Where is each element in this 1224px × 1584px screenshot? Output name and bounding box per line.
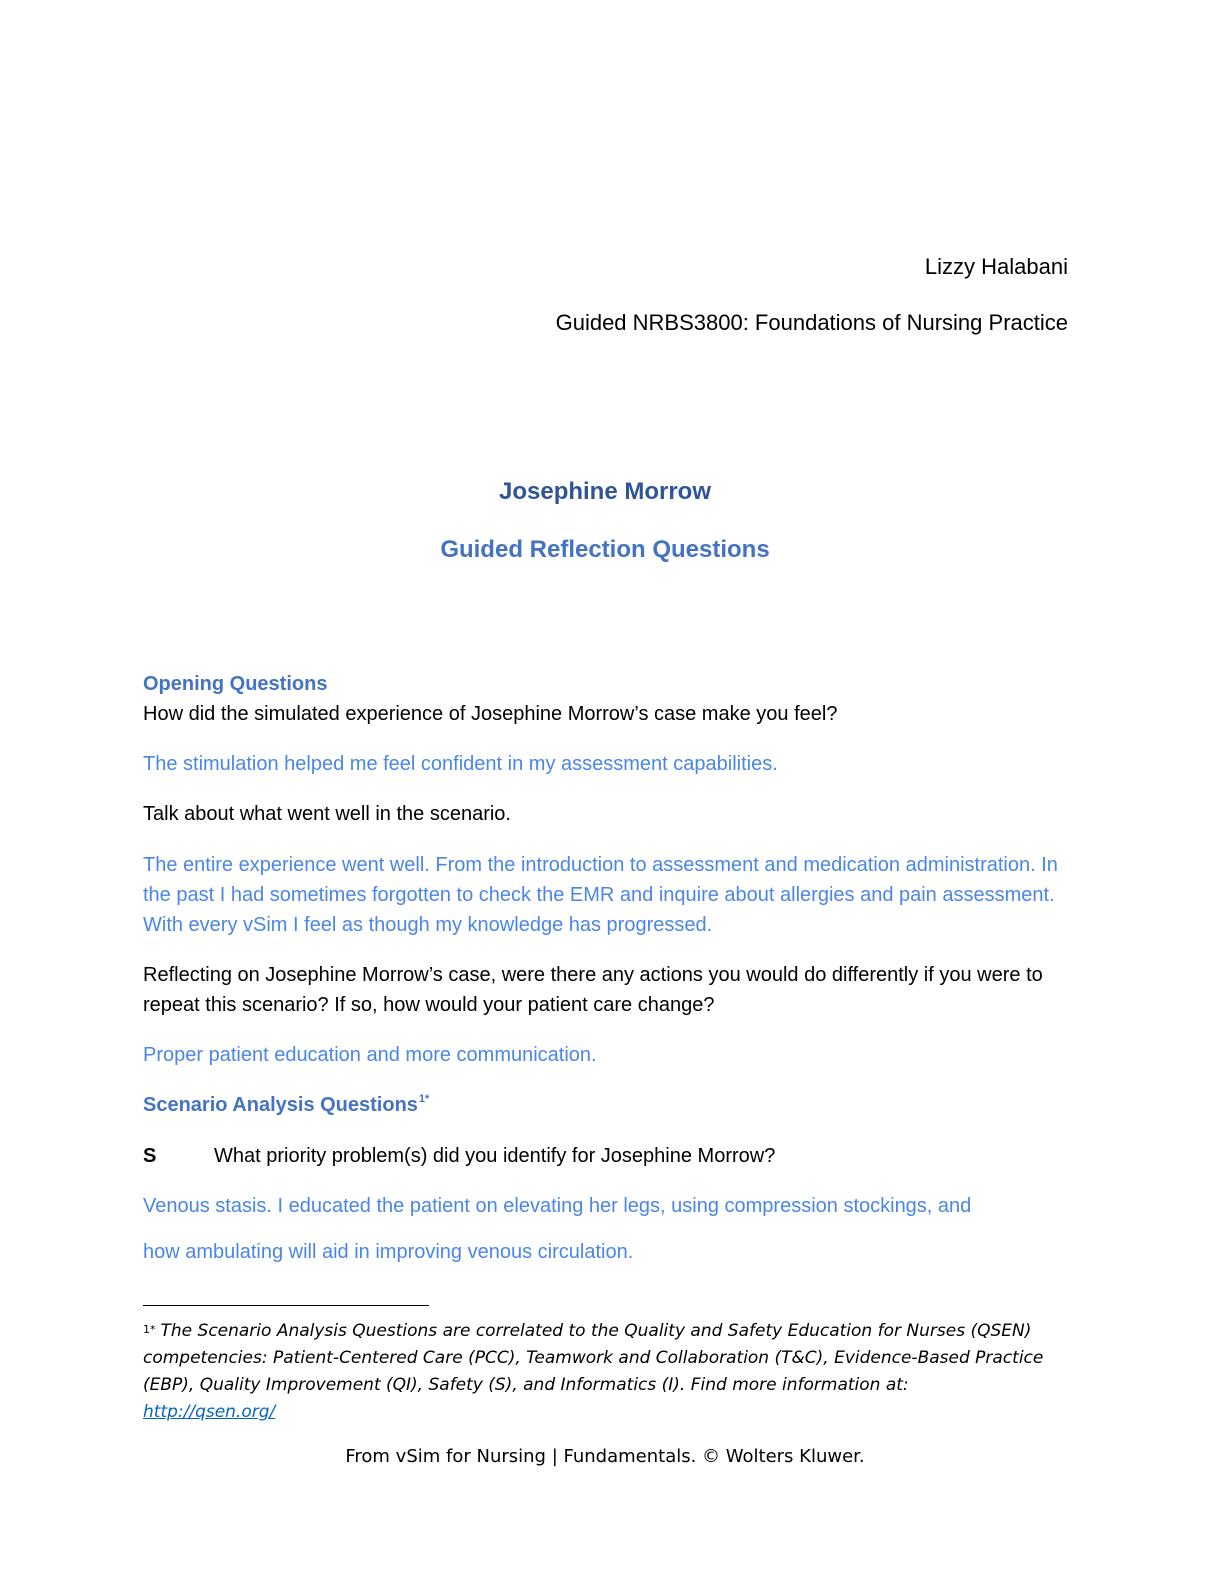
opening-question-2: Talk about what went well in the scenario. (143, 803, 511, 825)
opening-question-1: How did the simulated experience of Josephine Morrow’s case make you feel? (143, 703, 838, 725)
patient-name-title: Josephine Morrow (498, 478, 712, 505)
footnote (143, 1318, 1083, 1426)
safety-answer-line-1: Venous stasis. I educated the patient on elevating her legs, using compression stockings, and (143, 1195, 972, 1217)
opening-answer-3: Proper patient education and more communication. (143, 1044, 597, 1066)
safety-answer-line-2: how ambulating will aid in improving venous circulation. (143, 1241, 634, 1263)
opening-answer-2: The entire experience went well. From the introduction to assessment and medication administration. In the past I had sometimes forgotten to check the EMR and inquire about allergies and pain assessment. With every vSim I feel as though my knowledge has progressed. (143, 854, 1058, 936)
opening-question-3: Reflecting on Josephine Morrow’s case, were there any actions you would do differently if you were to repeat this scenario? If so, how would your patient care change? (143, 964, 1043, 1016)
footnote-separator (143, 1305, 429, 1306)
course-title: Guided NRBS3800: Foundations of Nursing Practice (555, 310, 1068, 335)
student-name: Lizzy Halabani (924, 254, 1068, 279)
safety-question: What priority problem(s) did you identify for Josephine Morrow? (214, 1145, 776, 1167)
document-subtitle: Guided Reflection Questions (440, 536, 770, 563)
qsen-link[interactable]: http://qsen.org/ (143, 1402, 276, 1422)
scenario-analysis-heading-text: Scenario Analysis Questions (143, 1094, 418, 1116)
footnote-text: The Scenario Analysis Questions are correlated to the Quality and Safety Education for Nurses (QSEN) competencies: Patient-Centered Care (PCC), Teamwork and Collaboration (T&C), Evidence-Based Practice (EBP), Quality Improvement (QI), Safety (S), and Informatics (I). Find more information at: (143, 1321, 1044, 1395)
opening-questions-heading: Opening Questions (143, 673, 328, 695)
qsen-safety-label: S (143, 1145, 157, 1167)
footnote-mark: 1* (143, 1323, 156, 1336)
opening-answer-1: The stimulation helped me feel confident in my assessment capabilities. (143, 753, 778, 775)
footnote-reference[interactable]: 1* (418, 1093, 430, 1105)
page-footer: From vSim for Nursing | Fundamentals. © Wolters Kluwer. (345, 1446, 865, 1467)
scenario-analysis-heading (143, 1092, 429, 1118)
